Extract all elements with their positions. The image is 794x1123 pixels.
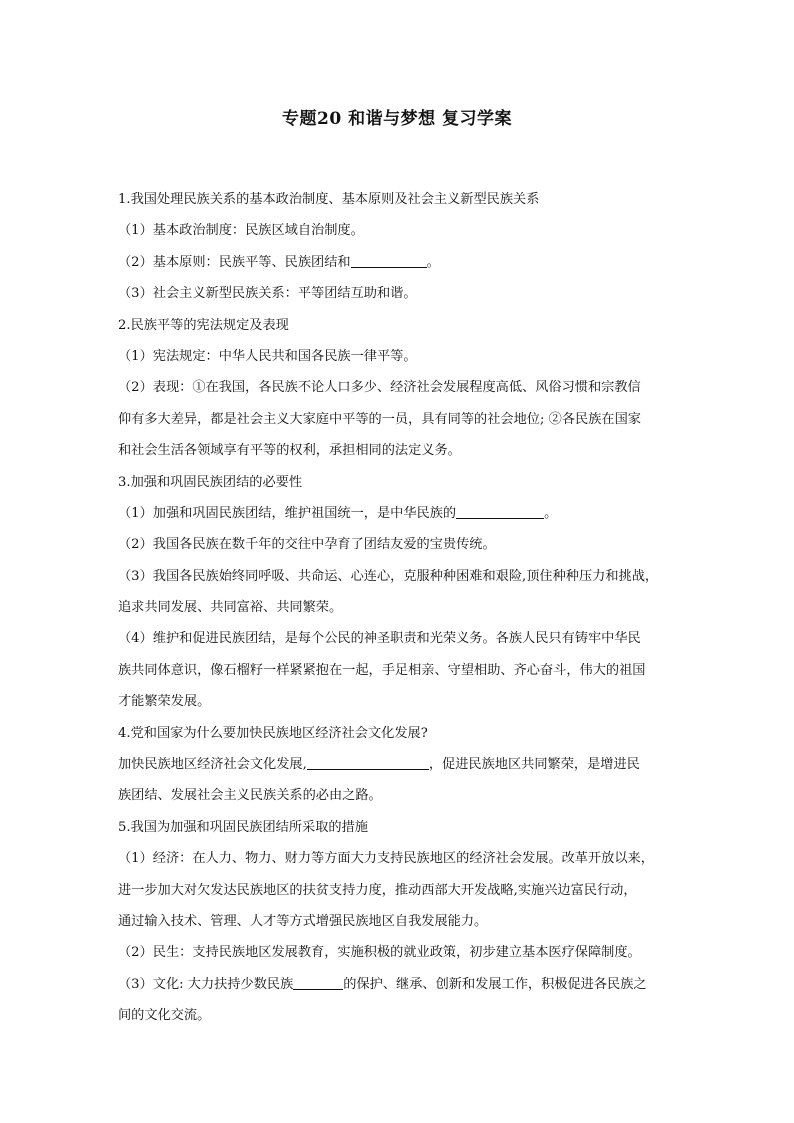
paragraph-line: （1）加强和巩固民族团结，维护祖国统一，是中华民族的 。 — [118, 505, 558, 521]
paragraph-line: （3）文化: 大力扶持少数民族 的保护、继承、创新和发展工作，积极促进各民族之 — [118, 976, 647, 992]
section-heading-1: 1.我国处理民族关系的基本政治制度、基本原则及社会主义新型民族关系 — [118, 192, 540, 207]
paragraph-line: 通过输入技术、管理、人才等方式增强民族地区自我发展能力。 — [118, 913, 488, 929]
paragraph-line: 仰有多大差异，都是社会主义大家庭中平等的一员，具有同等的社会地位; ②各民族在国家 — [118, 411, 641, 427]
paragraph-line: 族共同体意识，像石榴籽一样紧紧抱在一起，手足相亲、守望相助、齐心奋斗，伟大的祖国 — [118, 662, 646, 678]
section-heading-3: 3.加强和巩固民族团结的必要性 — [118, 474, 303, 490]
paragraph-line: 才能繁荣发展。 — [118, 694, 211, 710]
paragraph-line: （3）社会主义新型民族关系：平等团结互助和谐。 — [118, 286, 417, 302]
fill-in-blank[interactable] — [456, 505, 544, 519]
paragraph-line: 进一步加大对欠发达民族地区的扶贫支持力度，推动西部大开发战略,实施兴边富民行动， — [118, 882, 637, 898]
paragraph-line: （1）宪法规定：中华人民共和国各民族一律平等。 — [118, 348, 417, 364]
fill-in-blank[interactable] — [307, 756, 429, 770]
document-body — [118, 184, 686, 1032]
paragraph-line: （2）表现：①在我国，各民族不论人口多少、经济社会发展程度高低、风俗习惯和宗教信 — [118, 380, 641, 396]
paragraph-line: 族团结、发展社会主义民族关系的必由之路。 — [118, 788, 382, 804]
paragraph-line: （1）基本政治制度：民族区域自治制度。 — [118, 223, 364, 239]
section-heading-5: 5.我国为加强和巩固民族团结所采取的措施 — [118, 819, 368, 835]
section-heading-4: 4.党和国家为什么要加快民族地区经济社会文化发展? — [118, 725, 428, 741]
page-title: 专题20 和谐与梦想 复习学案 — [282, 109, 512, 129]
paragraph-line: （3）我国各民族始终同呼吸、共命运、心连心，克服种种困难和艰险,顶住种种压力和挑战， — [118, 568, 659, 584]
paragraph-line: 追求共同发展、共同富裕、共同繁荣。 — [118, 600, 343, 616]
paragraph-line: （2）民生：支持民族地区发展教育，实施积极的就业政策，初步建立基本医疗保障制度。 — [118, 945, 641, 961]
section-heading-2: 2.民族平等的宪法规定及表现 — [118, 317, 289, 333]
paragraph-line: 间的文化交流。 — [118, 1008, 211, 1024]
paragraph-line: 和社会生活各领域享有平等的权利，承担相同的法定义务。 — [118, 443, 461, 459]
paragraph-line: （2）我国各民族在数千年的交往中孕育了团结友爱的宝贵传统。 — [118, 537, 496, 553]
fill-in-blank[interactable] — [351, 254, 427, 268]
fill-in-blank[interactable] — [293, 976, 343, 990]
paragraph-line: 加快民族地区经济社会文化发展, ，促进民族地区共同繁荣，是增进民 — [118, 757, 640, 773]
paragraph-line: （2）基本原则：民族平等、民族团结和 。 — [118, 254, 440, 270]
paragraph-line: （1）经济：在人力、物力、财力等方面大力支持民族地区的经济社会发展。改革开放以来， — [118, 851, 654, 867]
paragraph-line: （4）维护和促进民族团结，是每个公民的神圣职责和光荣义务。各族人民只有铸牢中华民 — [118, 631, 641, 647]
